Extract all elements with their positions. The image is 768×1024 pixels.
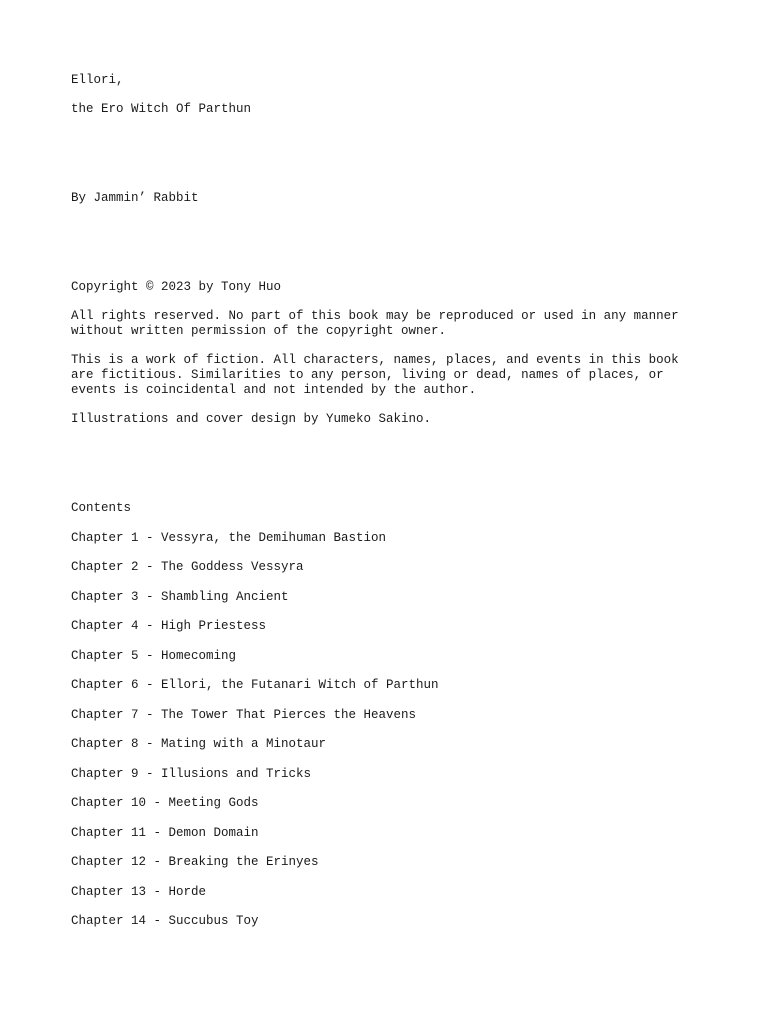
chapter-entry: Chapter 14 - Succubus Toy xyxy=(71,914,259,928)
chapter-entry: Chapter 1 - Vessyra, the Demihuman Bastion xyxy=(71,530,387,545)
fiction-disclaimer: This is a work of fiction. All characters, names, places, and events in this book are fictitious. Similarities to any person, living or dead, names of places, or events is coincidental and not intended by the author. xyxy=(71,353,679,397)
page-content xyxy=(71,73,711,929)
illustrations-credit: Illustrations and cover design by Yumeko Sakino. xyxy=(71,412,432,426)
chapter-entry: Chapter 5 - Homecoming xyxy=(71,648,237,663)
chapter-entry: Chapter 3 - Shambling Ancient xyxy=(71,589,289,604)
chapter-entry: Chapter 9 - Illusions and Tricks xyxy=(71,766,312,781)
title-line-2: the Ero Witch Of Parthun xyxy=(71,102,252,116)
chapter-entry: Chapter 2 - The Goddess Vessyra xyxy=(71,560,304,574)
chapter-entry: Chapter 12 - Breaking the Erinyes xyxy=(71,855,319,869)
author-line: By Jammin’ Rabbit xyxy=(71,191,199,205)
copyright-notice: Copyright © 2023 by Tony Huo xyxy=(71,280,282,294)
chapter-entry: Chapter 7 - The Tower That Pierces the Heavens xyxy=(71,707,417,722)
contents-heading: Contents xyxy=(71,501,132,515)
chapter-entry: Chapter 6 - Ellori, the Futanari Witch of Parthun xyxy=(71,678,439,692)
title-line-1: Ellori, xyxy=(71,73,124,87)
chapter-entry: Chapter 8 - Mating with a Minotaur xyxy=(71,737,327,751)
chapter-entry: Chapter 13 - Horde xyxy=(71,884,207,899)
chapter-entry: Chapter 11 - Demon Domain xyxy=(71,825,259,840)
rights-statement: All rights reserved. No part of this book may be reproduced or used in any manner without written permission of the copyright owner. xyxy=(71,309,679,338)
chapter-list xyxy=(71,531,711,930)
chapter-entry: Chapter 4 - High Priestess xyxy=(71,619,267,633)
chapter-entry: Chapter 10 - Meeting Gods xyxy=(71,796,259,810)
